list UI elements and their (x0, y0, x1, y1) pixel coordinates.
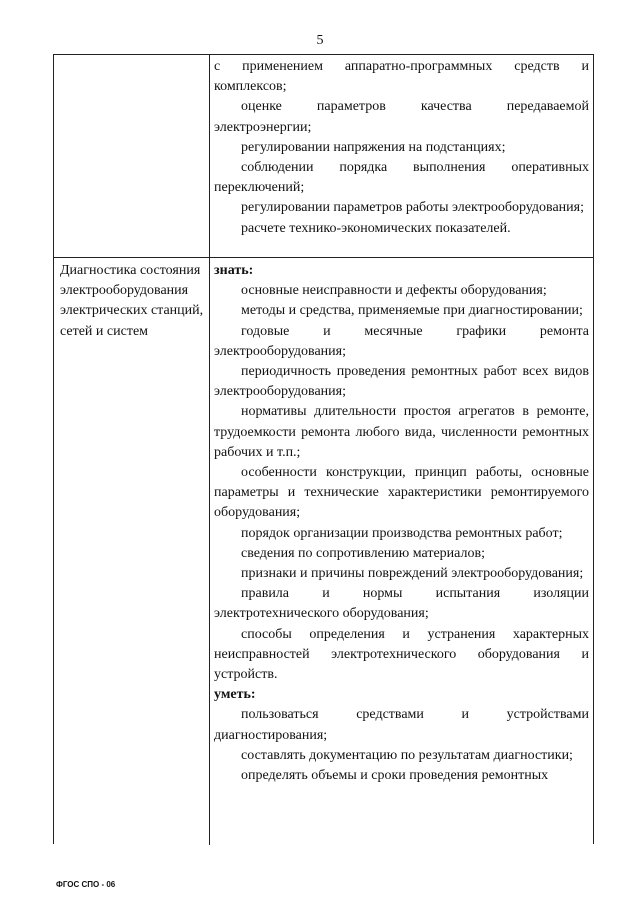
know-item: признаки и причины повреждений электрооборудования; (241, 566, 584, 582)
page-number: 5 (316, 33, 324, 48)
know-heading: знать: (214, 263, 254, 278)
know-item: способы определения и устранения характерных неисправностей электротехнического оборудования и устройств. (214, 626, 589, 683)
can-heading: уметь: (214, 687, 256, 703)
row2-content (214, 261, 589, 786)
know-item: правила и нормы испытания изоляции электротехнического оборудования; (214, 586, 589, 622)
row2-topic: Диагностика состояния электрооборудования электрических станций, сетей и систем (60, 263, 204, 339)
row1-item: соблюдении порядка выполнения оперативных переключений; (214, 160, 589, 196)
know-item: годовые и месячные графики ремонта электрооборудования; (214, 323, 589, 359)
row1-item: оценке параметров качества передаваемой электроэнергии; (214, 99, 589, 135)
know-item: нормативы длительности простоя агрегатов в ремонте, трудоемкости ремонта любого вида, численности ремонтных рабочих и т.п.; (214, 404, 589, 460)
row1-item: регулировании параметров работы электрооборудования; (241, 200, 584, 216)
row1-item: расчете технико-экономических показателей. (241, 220, 511, 236)
know-item: методы и средства, применяемые при диагностировании; (241, 303, 583, 319)
row1-content (214, 57, 589, 239)
know-item: сведения по сопротивлению материалов; (241, 545, 485, 561)
know-item: основные неисправности и дефекты оборудования; (241, 283, 547, 299)
know-item: периодичность проведения ремонтных работ всех видов электрооборудования; (214, 364, 589, 400)
row1-item: с применением аппаратно-программных средств и комплексов; (214, 59, 589, 95)
can-item: определять объемы и сроки проведения ремонтных (241, 768, 549, 784)
can-item: пользоваться средствами и устройствами диагностирования; (214, 707, 589, 743)
know-item: порядок организации производства ремонтных работ; (241, 525, 563, 541)
competency-table (53, 54, 594, 844)
know-item: особенности конструкции, принцип работы, основные параметры и технические характеристики ремонтируемого оборудования; (214, 465, 589, 521)
can-item: составлять документацию по результатам диагностики; (241, 747, 573, 763)
row1-item: регулировании напряжения на подстанциях; (241, 139, 506, 155)
column-divider (209, 55, 210, 845)
row-divider (54, 257, 593, 258)
footer-label: ФГОС СПО - 06 (56, 880, 116, 889)
